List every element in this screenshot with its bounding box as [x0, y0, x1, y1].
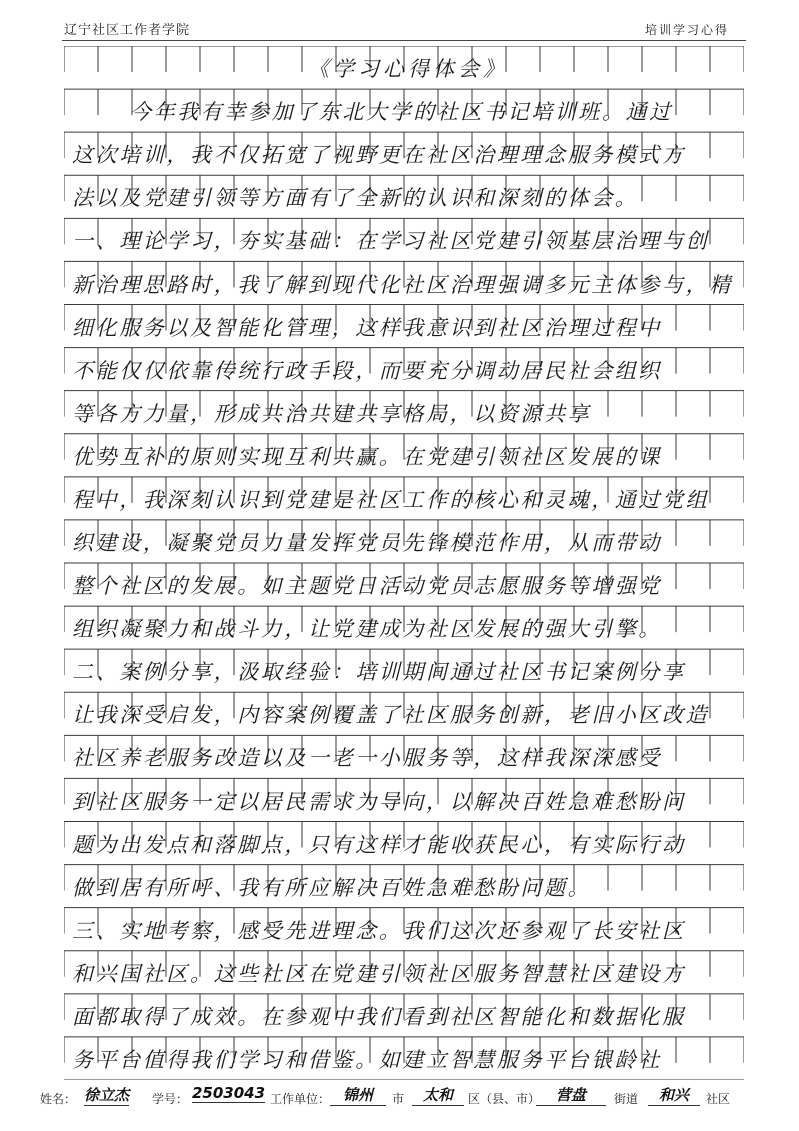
- essay-line: 一、理论学习，夯实基础：在学习社区党建引领基层治理与创: [72, 229, 710, 254]
- essay-line: 三、实地考察，感受先进理念。我们这次还参观了长安社区: [72, 918, 686, 943]
- essay-line: 等各方力量，形成共治共建共享格局，以资源共享: [72, 401, 592, 426]
- work-unit-label: 工作单位：: [270, 1092, 331, 1106]
- name-label: 姓名：: [40, 1092, 77, 1106]
- essay-line: 不能仅仅依靠传统行政手段，而要充分调动居民社会组织: [72, 358, 662, 383]
- district-label: 区（县、市）: [468, 1092, 541, 1106]
- document-type-header: 培训学习心得: [644, 23, 729, 37]
- essay-title: 《学习心得体会》: [308, 57, 508, 82]
- name-value: 徐立杰: [84, 1086, 130, 1104]
- essay-line: 织建设，凝聚党员力量发挥党员先锋模范作用，从而带动: [72, 531, 662, 555]
- essay-line: 和兴国社区。这些社区在党建引领社区服务智慧社区建设方: [72, 961, 686, 986]
- street-label: 街道: [614, 1092, 639, 1106]
- community-value: 和兴: [648, 1084, 700, 1106]
- institution-header: 辽宁社区工作者学院: [64, 23, 191, 38]
- district-value: 太和: [412, 1084, 464, 1106]
- essay-line: 今年我有幸参加了东北大学的社区书记培训班。通过: [130, 100, 673, 125]
- essay-line: 优势互补的原则实现互利共赢。在党建引领社区发展的课: [72, 444, 662, 469]
- street-value: 营盘: [536, 1084, 606, 1106]
- essay-line: 这次培训，我不仅拓宽了视野更在社区治理理念服务模式方: [72, 143, 686, 168]
- signature-footer: [40, 1082, 760, 1112]
- student-id-value: 2503043: [192, 1084, 266, 1102]
- essay-line: 让我深受启发，内容案例覆盖了社区服务创新，老旧小区改造: [72, 703, 710, 728]
- essay-line: 整个社区的发展。如主题党日活动党员志愿服务等增强党: [72, 574, 662, 599]
- community-label: 社区: [706, 1092, 731, 1106]
- essay-line: 组织凝聚力和战斗力，让党建成为社区发展的强大引擎。: [72, 617, 662, 642]
- essay-line: 社区养老服务改造以及一老一小服务等，这样我深深感受: [72, 746, 662, 771]
- student-id-label: 学号：: [152, 1092, 189, 1106]
- city-label: 市: [392, 1092, 405, 1106]
- essay-grid: [64, 46, 744, 1080]
- essay-line: 新治理思路时，我了解到现代化社区治理强调多元主体参与，精: [72, 272, 733, 297]
- essay-line: 做到居有所呼、我有所应解决百姓急难愁盼问题。: [72, 875, 592, 900]
- essay-line: 面都取得了成效。在参观中我们看到社区智能化和数据化服: [72, 1004, 686, 1029]
- header-divider: [62, 40, 746, 41]
- essay-line: 到社区服务一定以居民需求为导向，以解决百姓急难愁盼问: [72, 789, 686, 814]
- essay-line: 二、案例分享，汲取经验：培训期间通过社区书记案例分享: [72, 660, 686, 685]
- city-value: 锦州: [330, 1084, 386, 1106]
- essay-line: 务平台值得我们学习和借鉴。如建立智慧服务平台银龄社: [72, 1048, 662, 1072]
- essay-line: 细化服务以及智能化管理，这样我意识到社区治理过程中: [72, 315, 662, 340]
- essay-line: 题为出发点和落脚点，只有这样才能收获民心，有实际行动: [72, 832, 686, 857]
- essay-line: 程中，我深刻认识到党建是社区工作的核心和灵魂，通过党组: [72, 487, 710, 512]
- essay-line: 法以及党建引领等方面有了全新的认识和深刻的体会。: [72, 186, 639, 211]
